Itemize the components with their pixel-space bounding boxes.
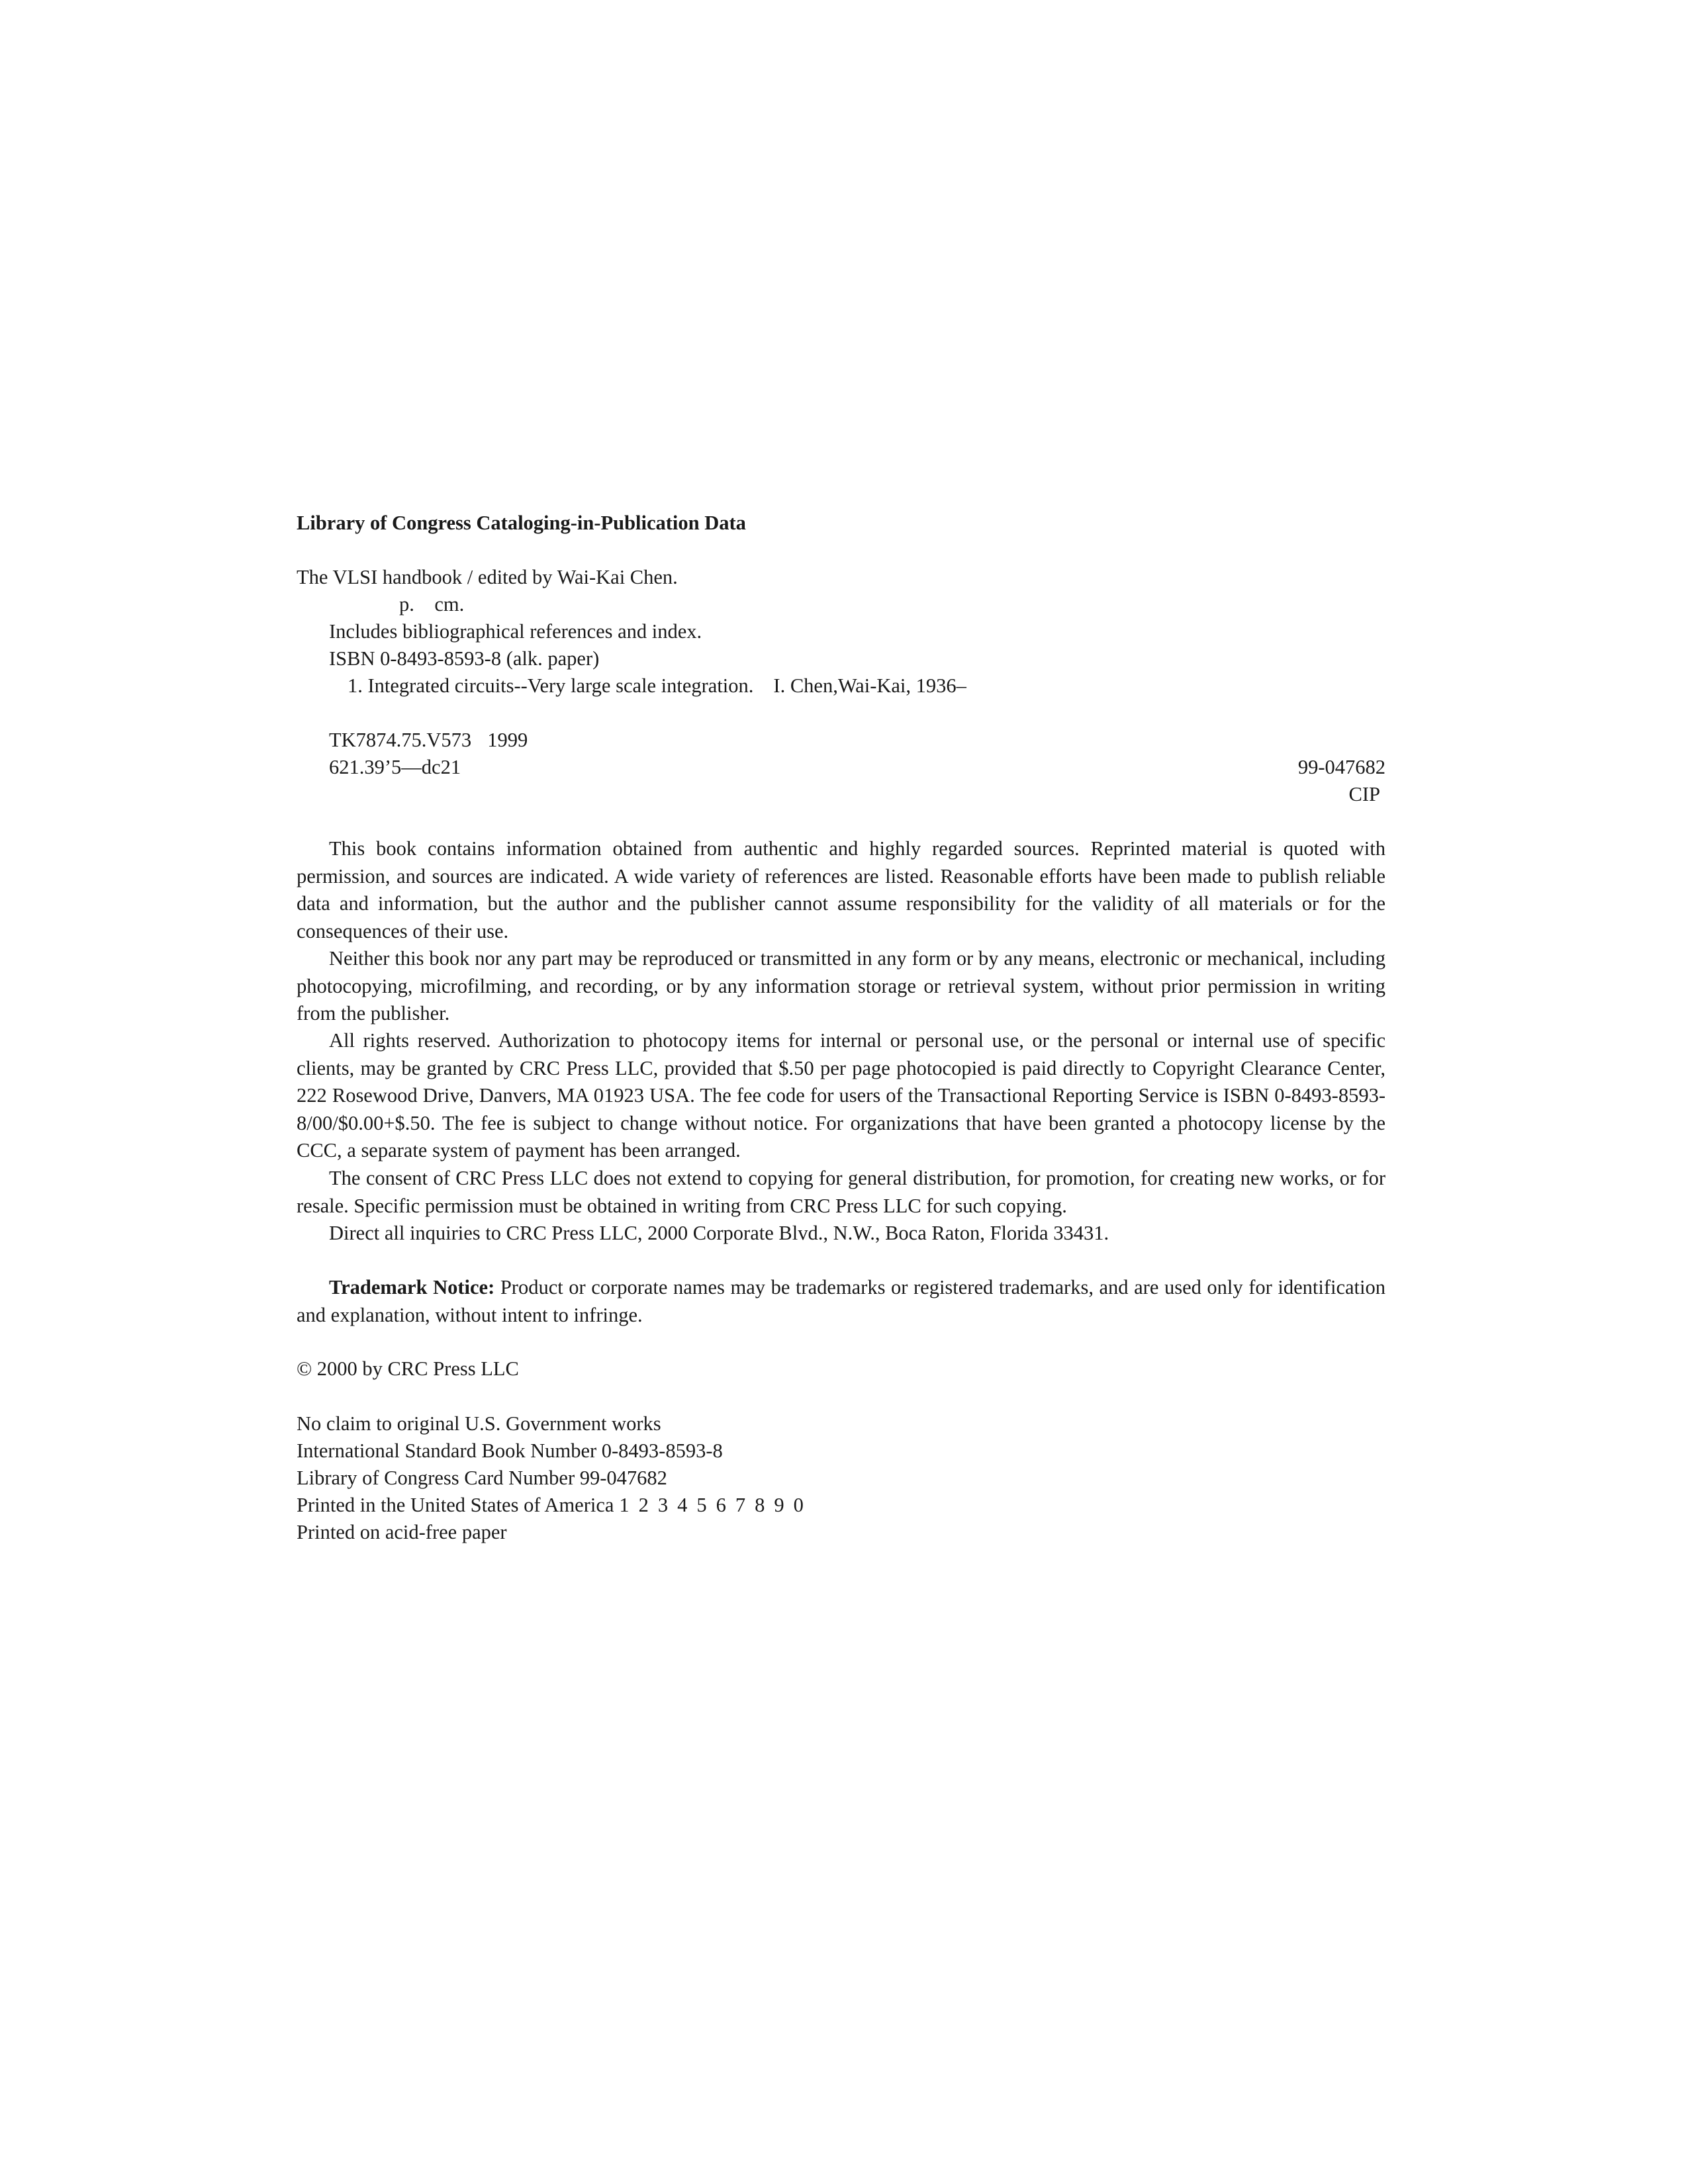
cip-includes-line: Includes bibliographical references and index. (329, 620, 702, 643)
paper-line: Printed on acid-free paper (297, 1521, 507, 1543)
trademark-notice (297, 1274, 1385, 1329)
legal-paragraph-inquiries: Direct all inquiries to CRC Press LLC, 2000 Corporate Blvd., N.W., Boca Raton, Florida 33431. (329, 1222, 1109, 1244)
cip-subject: 1. Integrated circuits--Very large scale integration. (348, 674, 754, 697)
trademark-label: Trademark Notice: (329, 1276, 495, 1298)
print-digit: 7 (735, 1494, 746, 1516)
cip-title-line: The VLSI handbook / edited by Wai-Kai Chen. (297, 566, 678, 588)
legal-paragraph-sources: This book contains information obtained from authentic and highly regarded sources. Reprinted material is quoted with permission, and sources are indicated. A wide variety of references are listed. Reasonable efforts have been made to publish reliable data and information, but the author and the publisher cannot assume responsibility for the validity of all materials or for the consequences of their use. (297, 837, 1385, 942)
trademark-text: Product or corporate names may be trademarks or registered trademarks, and are used only for identification and explanation, without intent to infringe. (297, 1276, 1385, 1326)
print-digit: 4 (677, 1494, 688, 1516)
cip-lc-year: 1999 (487, 729, 528, 751)
cip-author: I. Chen,Wai-Kai, 1936– (773, 674, 966, 697)
print-digit: 3 (657, 1494, 669, 1516)
print-digit: 5 (696, 1494, 707, 1516)
print-digit: 6 (716, 1494, 726, 1516)
legal-paragraph-rights: All rights reserved. Authorization to photocopy items for internal or personal use, or the personal or internal use of specific clients, may be granted by CRC Press LLC, provided that $.50 per page photocopied is paid directly to Copyright Clearance Center, 222 Rosewood Drive, Danvers, MA 01923 USA. The fee code for users of the Transactional Reporting Service is ISBN 0-8493-8593-8/00/$0.00+$.50. The fee is subject to change without notice. For organizations that have been granted a photocopy license by the CCC, a separate system of payment has been arranged. (297, 1029, 1385, 1161)
cip-isbn-line: ISBN 0-8493-8593-8 (alk. paper) (329, 647, 600, 670)
print-digit: 2 (638, 1494, 649, 1516)
legal-paragraph-consent: The consent of CRC Press LLC does not extend to copying for general distribution, for promotion, for creating new works, or for resale. Specific permission must be obtained in writing from CRC Press LLC for such copying. (297, 1167, 1385, 1217)
cip-lccn: 99-047682 (1297, 756, 1385, 778)
printed-in-line (297, 1492, 804, 1519)
print-digit: 1 (619, 1494, 630, 1516)
isbn-line: International Standard Book Number 0-8493-8593-8 (297, 1439, 723, 1462)
cip-heading: Library of Congress Cataloging-in-Publication Data (297, 512, 746, 534)
cip-pages-line: p. cm. (399, 593, 465, 615)
cip-label: CIP (1348, 783, 1380, 805)
lccn-line: Library of Congress Card Number 99-047682 (297, 1467, 667, 1489)
cip-subject-line (348, 672, 966, 700)
printed-in-text: Printed in the United States of America (297, 1494, 614, 1516)
cip-lc-class: TK7874.75.V573 (329, 729, 472, 751)
print-digit: 8 (755, 1494, 765, 1516)
print-digit: 9 (774, 1494, 784, 1516)
cip-lc-class-line (329, 727, 528, 754)
legal-paragraph-reproduction: Neither this book nor any part may be reproduced or transmitted in any form or by any means, electronic or mechanical, including photocopying, microfilming, and recording, or by any information storage or retrieval system, without prior permission in writing from the publisher. (297, 947, 1385, 1024)
copyright-line: © 2000 by CRC Press LLC (297, 1357, 519, 1380)
cip-dewey: 621.39’5—dc21 (329, 756, 461, 778)
print-digit: 0 (793, 1494, 804, 1516)
no-claim-line: No claim to original U.S. Government works (297, 1412, 661, 1435)
